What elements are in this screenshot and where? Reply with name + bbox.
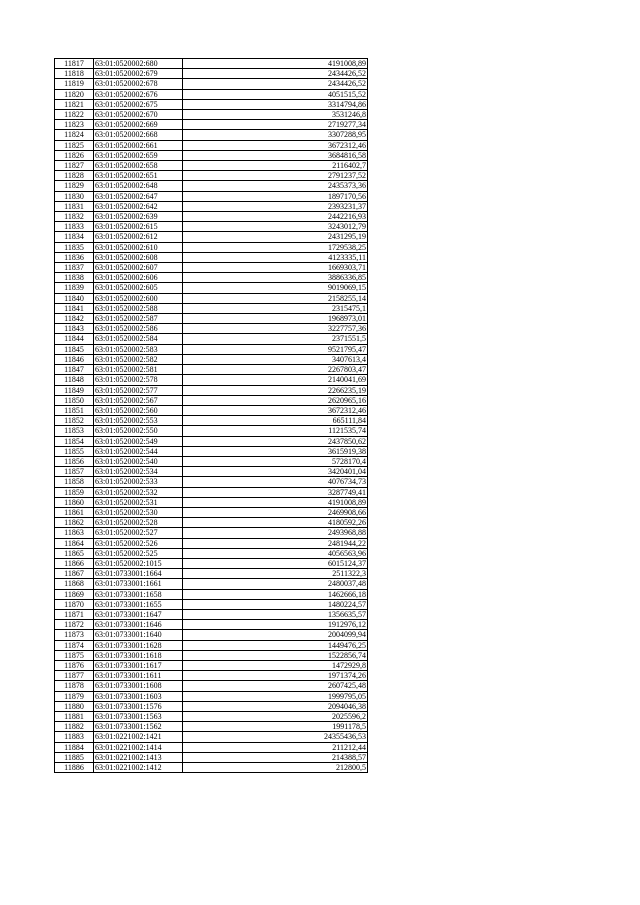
row-number-cell: 11857 bbox=[55, 467, 94, 477]
row-number-cell: 11837 bbox=[55, 263, 94, 273]
value-cell: 2607425,48 bbox=[183, 681, 368, 691]
cadastral-number-cell: 63:01:0733001:1611 bbox=[94, 671, 183, 681]
value-cell: 5728170,4 bbox=[183, 456, 368, 466]
value-cell: 1669303,71 bbox=[183, 263, 368, 273]
row-number-cell: 11862 bbox=[55, 518, 94, 528]
cadastral-number-cell: 63:01:0520002:648 bbox=[94, 181, 183, 191]
table-row bbox=[55, 436, 368, 446]
row-number-cell: 11864 bbox=[55, 538, 94, 548]
table-row bbox=[55, 722, 368, 732]
table-row bbox=[55, 681, 368, 691]
value-cell: 1729538,25 bbox=[183, 242, 368, 252]
value-cell: 2266235,19 bbox=[183, 385, 368, 395]
value-cell: 9521795,47 bbox=[183, 344, 368, 354]
table-row bbox=[55, 344, 368, 354]
cadastral-number-cell: 63:01:0520002:1015 bbox=[94, 558, 183, 568]
cadastral-number-cell: 63:01:0520002:531 bbox=[94, 497, 183, 507]
row-number-cell: 11873 bbox=[55, 630, 94, 640]
cadastral-number-cell: 63:01:0520002:534 bbox=[94, 467, 183, 477]
cadastral-number-cell: 63:01:0733001:1655 bbox=[94, 599, 183, 609]
table-row bbox=[55, 252, 368, 262]
cadastral-number-cell: 63:01:0733001:1603 bbox=[94, 691, 183, 701]
cadastral-number-cell: 63:01:0520002:578 bbox=[94, 375, 183, 385]
row-number-cell: 11832 bbox=[55, 212, 94, 222]
table-row bbox=[55, 620, 368, 630]
table-row bbox=[55, 59, 368, 69]
value-cell: 3420401,04 bbox=[183, 467, 368, 477]
cadastral-number-cell: 63:01:0520002:608 bbox=[94, 252, 183, 262]
table-row bbox=[55, 487, 368, 497]
table-row bbox=[55, 232, 368, 242]
row-number-cell: 11821 bbox=[55, 99, 94, 109]
table-row bbox=[55, 293, 368, 303]
row-number-cell: 11855 bbox=[55, 446, 94, 456]
table-row bbox=[55, 528, 368, 538]
cadastral-number-cell: 63:01:0520002:586 bbox=[94, 324, 183, 334]
value-cell: 214388,57 bbox=[183, 752, 368, 762]
cadastral-number-cell: 63:01:0520002:525 bbox=[94, 548, 183, 558]
cadastral-number-cell: 63:01:0520002:606 bbox=[94, 273, 183, 283]
table-row bbox=[55, 589, 368, 599]
table-row bbox=[55, 752, 368, 762]
cadastral-number-cell: 63:01:0733001:1646 bbox=[94, 620, 183, 630]
value-cell: 6015124,37 bbox=[183, 558, 368, 568]
value-cell: 2371551,5 bbox=[183, 334, 368, 344]
value-cell: 3684816,58 bbox=[183, 150, 368, 160]
row-number-cell: 11880 bbox=[55, 701, 94, 711]
cadastral-number-cell: 63:01:0520002:675 bbox=[94, 99, 183, 109]
value-cell: 3307288,95 bbox=[183, 130, 368, 140]
value-cell: 1912976,12 bbox=[183, 620, 368, 630]
table-row bbox=[55, 538, 368, 548]
row-number-cell: 11836 bbox=[55, 252, 94, 262]
row-number-cell: 11874 bbox=[55, 640, 94, 650]
value-cell: 4056563,96 bbox=[183, 548, 368, 558]
table-row bbox=[55, 507, 368, 517]
cadastral-number-cell: 63:01:0520002:527 bbox=[94, 528, 183, 538]
table-row bbox=[55, 712, 368, 722]
table-row bbox=[55, 579, 368, 589]
row-number-cell: 11818 bbox=[55, 69, 94, 79]
value-cell: 2025596,2 bbox=[183, 712, 368, 722]
cadastral-number-cell: 63:01:0733001:1576 bbox=[94, 701, 183, 711]
row-number-cell: 11860 bbox=[55, 497, 94, 507]
table-row bbox=[55, 416, 368, 426]
table-row bbox=[55, 365, 368, 375]
row-number-cell: 11841 bbox=[55, 303, 94, 313]
table-row bbox=[55, 701, 368, 711]
cadastral-number-cell: 63:01:0520002:679 bbox=[94, 69, 183, 79]
cadastral-number-cell: 63:01:0520002:587 bbox=[94, 314, 183, 324]
value-cell: 1991178,5 bbox=[183, 722, 368, 732]
table-row bbox=[55, 110, 368, 120]
row-number-cell: 11854 bbox=[55, 436, 94, 446]
row-number-cell: 11834 bbox=[55, 232, 94, 242]
row-number-cell: 11883 bbox=[55, 732, 94, 742]
row-number-cell: 11878 bbox=[55, 681, 94, 691]
cadastral-number-cell: 63:01:0520002:651 bbox=[94, 171, 183, 181]
value-cell: 1121535,74 bbox=[183, 426, 368, 436]
value-cell: 3243012,79 bbox=[183, 222, 368, 232]
cadastral-number-cell: 63:01:0733001:1640 bbox=[94, 630, 183, 640]
value-cell: 2437850,62 bbox=[183, 436, 368, 446]
row-number-cell: 11829 bbox=[55, 181, 94, 191]
cadastral-number-cell: 63:01:0520002:526 bbox=[94, 538, 183, 548]
cadastral-number-cell: 63:01:0221002:1421 bbox=[94, 732, 183, 742]
value-cell: 1522856,74 bbox=[183, 650, 368, 660]
cadastral-number-cell: 63:01:0520002:680 bbox=[94, 59, 183, 69]
row-number-cell: 11847 bbox=[55, 365, 94, 375]
row-number-cell: 11859 bbox=[55, 487, 94, 497]
row-number-cell: 11824 bbox=[55, 130, 94, 140]
value-cell: 1462666,18 bbox=[183, 589, 368, 599]
row-number-cell: 11875 bbox=[55, 650, 94, 660]
table-row bbox=[55, 324, 368, 334]
table-row bbox=[55, 691, 368, 701]
table-row bbox=[55, 763, 368, 773]
value-cell: 3314794,86 bbox=[183, 99, 368, 109]
value-cell: 2511322,3 bbox=[183, 569, 368, 579]
row-number-cell: 11835 bbox=[55, 242, 94, 252]
row-number-cell: 11867 bbox=[55, 569, 94, 579]
row-number-cell: 11825 bbox=[55, 140, 94, 150]
value-cell: 1968973,01 bbox=[183, 314, 368, 324]
table-row bbox=[55, 630, 368, 640]
value-cell: 2791237,52 bbox=[183, 171, 368, 181]
value-cell: 3886336,85 bbox=[183, 273, 368, 283]
cadastral-number-cell: 63:01:0520002:567 bbox=[94, 395, 183, 405]
cadastral-number-cell: 63:01:0733001:1664 bbox=[94, 569, 183, 579]
cadastral-number-cell: 63:01:0520002:612 bbox=[94, 232, 183, 242]
value-cell: 1449476,25 bbox=[183, 640, 368, 650]
table-body bbox=[55, 59, 368, 773]
row-number-cell: 11831 bbox=[55, 201, 94, 211]
cadastral-number-cell: 63:01:0221002:1412 bbox=[94, 763, 183, 773]
value-cell: 2620965,16 bbox=[183, 395, 368, 405]
table-row bbox=[55, 150, 368, 160]
table-row bbox=[55, 69, 368, 79]
row-number-cell: 11866 bbox=[55, 558, 94, 568]
table-row bbox=[55, 742, 368, 752]
value-cell: 9019069,15 bbox=[183, 283, 368, 293]
table-row bbox=[55, 395, 368, 405]
value-cell: 4180592,26 bbox=[183, 518, 368, 528]
cadastral-number-cell: 63:01:0520002:678 bbox=[94, 79, 183, 89]
table-row bbox=[55, 222, 368, 232]
value-cell: 3672312,46 bbox=[183, 140, 368, 150]
cadastral-number-cell: 63:01:0520002:661 bbox=[94, 140, 183, 150]
row-number-cell: 11838 bbox=[55, 273, 94, 283]
table-row bbox=[55, 354, 368, 364]
value-cell: 2140041,69 bbox=[183, 375, 368, 385]
table-row bbox=[55, 191, 368, 201]
row-number-cell: 11869 bbox=[55, 589, 94, 599]
cadastral-number-cell: 63:01:0520002:533 bbox=[94, 477, 183, 487]
cadastral-number-cell: 63:01:0520002:659 bbox=[94, 150, 183, 160]
table-row bbox=[55, 283, 368, 293]
row-number-cell: 11852 bbox=[55, 416, 94, 426]
row-number-cell: 11820 bbox=[55, 89, 94, 99]
cadastral-number-cell: 63:01:0520002:639 bbox=[94, 212, 183, 222]
table-row bbox=[55, 263, 368, 273]
cadastral-number-cell: 63:01:0520002:530 bbox=[94, 507, 183, 517]
cadastral-number-cell: 63:01:0520002:540 bbox=[94, 456, 183, 466]
value-cell: 2493968,88 bbox=[183, 528, 368, 538]
table-row bbox=[55, 303, 368, 313]
row-number-cell: 11849 bbox=[55, 385, 94, 395]
cadastral-number-cell: 63:01:0733001:1628 bbox=[94, 640, 183, 650]
cadastral-number-cell: 63:01:0733001:1617 bbox=[94, 660, 183, 670]
table-row bbox=[55, 558, 368, 568]
value-cell: 212800,5 bbox=[183, 763, 368, 773]
cadastral-number-cell: 63:01:0520002:549 bbox=[94, 436, 183, 446]
value-cell: 2434426,52 bbox=[183, 79, 368, 89]
cadastral-number-cell: 63:01:0520002:610 bbox=[94, 242, 183, 252]
table-row bbox=[55, 426, 368, 436]
row-number-cell: 11842 bbox=[55, 314, 94, 324]
table-row bbox=[55, 273, 368, 283]
cadastral-number-cell: 63:01:0520002:532 bbox=[94, 487, 183, 497]
row-number-cell: 11870 bbox=[55, 599, 94, 609]
row-number-cell: 11885 bbox=[55, 752, 94, 762]
table-row bbox=[55, 201, 368, 211]
value-cell: 1356635,57 bbox=[183, 609, 368, 619]
value-cell: 1999795,05 bbox=[183, 691, 368, 701]
cadastral-number-cell: 63:01:0520002:676 bbox=[94, 89, 183, 99]
row-number-cell: 11830 bbox=[55, 191, 94, 201]
value-cell: 2004099,94 bbox=[183, 630, 368, 640]
table-row bbox=[55, 140, 368, 150]
table-row bbox=[55, 314, 368, 324]
table-row bbox=[55, 640, 368, 650]
row-number-cell: 11819 bbox=[55, 79, 94, 89]
row-number-cell: 11871 bbox=[55, 609, 94, 619]
value-cell: 4123335,11 bbox=[183, 252, 368, 262]
value-cell: 2094046,38 bbox=[183, 701, 368, 711]
table-row bbox=[55, 467, 368, 477]
cadastral-number-cell: 63:01:0520002:528 bbox=[94, 518, 183, 528]
value-cell: 3672312,46 bbox=[183, 405, 368, 415]
value-cell: 4191008,89 bbox=[183, 59, 368, 69]
cadastral-number-cell: 63:01:0520002:560 bbox=[94, 405, 183, 415]
row-number-cell: 11861 bbox=[55, 507, 94, 517]
table-row bbox=[55, 334, 368, 344]
row-number-cell: 11840 bbox=[55, 293, 94, 303]
row-number-cell: 11881 bbox=[55, 712, 94, 722]
cadastral-number-cell: 63:01:0733001:1661 bbox=[94, 579, 183, 589]
row-number-cell: 11845 bbox=[55, 344, 94, 354]
row-number-cell: 11826 bbox=[55, 150, 94, 160]
row-number-cell: 11856 bbox=[55, 456, 94, 466]
row-number-cell: 11884 bbox=[55, 742, 94, 752]
row-number-cell: 11877 bbox=[55, 671, 94, 681]
value-cell: 3227757,36 bbox=[183, 324, 368, 334]
table-row bbox=[55, 242, 368, 252]
value-cell: 2719277,34 bbox=[183, 120, 368, 130]
cadastral-number-cell: 63:01:0520002:582 bbox=[94, 354, 183, 364]
value-cell: 4191008,89 bbox=[183, 497, 368, 507]
table-row bbox=[55, 609, 368, 619]
table-row bbox=[55, 161, 368, 171]
value-cell: 1472929,8 bbox=[183, 660, 368, 670]
value-cell: 665111,84 bbox=[183, 416, 368, 426]
cadastral-number-cell: 63:01:0733001:1647 bbox=[94, 609, 183, 619]
table-row bbox=[55, 477, 368, 487]
cadastral-number-cell: 63:01:0520002:668 bbox=[94, 130, 183, 140]
value-cell: 2158255,14 bbox=[183, 293, 368, 303]
table-row bbox=[55, 548, 368, 558]
value-cell: 2480037,48 bbox=[183, 579, 368, 589]
table-row bbox=[55, 732, 368, 742]
table-row bbox=[55, 79, 368, 89]
value-cell: 1897170,56 bbox=[183, 191, 368, 201]
cadastral-number-cell: 63:01:0733001:1618 bbox=[94, 650, 183, 660]
cadastral-number-cell: 63:01:0520002:583 bbox=[94, 344, 183, 354]
value-cell: 3407613,4 bbox=[183, 354, 368, 364]
value-cell: 1971374,26 bbox=[183, 671, 368, 681]
table-row bbox=[55, 671, 368, 681]
row-number-cell: 11827 bbox=[55, 161, 94, 171]
value-cell: 24355436,53 bbox=[183, 732, 368, 742]
row-number-cell: 11851 bbox=[55, 405, 94, 415]
cadastral-number-cell: 63:01:0520002:615 bbox=[94, 222, 183, 232]
cadastral-number-cell: 63:01:0733001:1658 bbox=[94, 589, 183, 599]
table-row bbox=[55, 212, 368, 222]
value-cell: 2315475,1 bbox=[183, 303, 368, 313]
row-number-cell: 11823 bbox=[55, 120, 94, 130]
value-cell: 3531246,8 bbox=[183, 110, 368, 120]
table-row bbox=[55, 181, 368, 191]
row-number-cell: 11865 bbox=[55, 548, 94, 558]
row-number-cell: 11822 bbox=[55, 110, 94, 120]
row-number-cell: 11844 bbox=[55, 334, 94, 344]
table-row bbox=[55, 497, 368, 507]
cadastral-number-cell: 63:01:0520002:669 bbox=[94, 120, 183, 130]
table-row bbox=[55, 405, 368, 415]
cadastral-value-table bbox=[54, 58, 368, 773]
row-number-cell: 11846 bbox=[55, 354, 94, 364]
value-cell: 3615919,38 bbox=[183, 446, 368, 456]
table-row bbox=[55, 385, 368, 395]
cadastral-number-cell: 63:01:0520002:581 bbox=[94, 365, 183, 375]
table-row bbox=[55, 518, 368, 528]
table-row bbox=[55, 650, 368, 660]
value-cell: 2442216,93 bbox=[183, 212, 368, 222]
cadastral-number-cell: 63:01:0733001:1563 bbox=[94, 712, 183, 722]
cadastral-number-cell: 63:01:0221002:1414 bbox=[94, 742, 183, 752]
cadastral-number-cell: 63:01:0520002:670 bbox=[94, 110, 183, 120]
row-number-cell: 11833 bbox=[55, 222, 94, 232]
cadastral-number-cell: 63:01:0520002:600 bbox=[94, 293, 183, 303]
table-row bbox=[55, 130, 368, 140]
cadastral-number-cell: 63:01:0520002:605 bbox=[94, 283, 183, 293]
row-number-cell: 11839 bbox=[55, 283, 94, 293]
cadastral-number-cell: 63:01:0221002:1413 bbox=[94, 752, 183, 762]
cadastral-number-cell: 63:01:0520002:647 bbox=[94, 191, 183, 201]
row-number-cell: 11863 bbox=[55, 528, 94, 538]
cadastral-number-cell: 63:01:0520002:584 bbox=[94, 334, 183, 344]
row-number-cell: 11868 bbox=[55, 579, 94, 589]
table-row bbox=[55, 660, 368, 670]
table-row bbox=[55, 456, 368, 466]
table-row bbox=[55, 569, 368, 579]
value-cell: 1480224,57 bbox=[183, 599, 368, 609]
row-number-cell: 11843 bbox=[55, 324, 94, 334]
cadastral-number-cell: 63:01:0733001:1608 bbox=[94, 681, 183, 691]
cadastral-number-cell: 63:01:0520002:588 bbox=[94, 303, 183, 313]
value-cell: 2116402,7 bbox=[183, 161, 368, 171]
row-number-cell: 11879 bbox=[55, 691, 94, 701]
cadastral-number-cell: 63:01:0520002:577 bbox=[94, 385, 183, 395]
value-cell: 2481944,22 bbox=[183, 538, 368, 548]
row-number-cell: 11876 bbox=[55, 660, 94, 670]
value-cell: 2469908,66 bbox=[183, 507, 368, 517]
row-number-cell: 11850 bbox=[55, 395, 94, 405]
value-cell: 4076734,73 bbox=[183, 477, 368, 487]
row-number-cell: 11853 bbox=[55, 426, 94, 436]
cadastral-number-cell: 63:01:0520002:658 bbox=[94, 161, 183, 171]
cadastral-number-cell: 63:01:0520002:553 bbox=[94, 416, 183, 426]
value-cell: 2393231,37 bbox=[183, 201, 368, 211]
value-cell: 4051515,52 bbox=[183, 89, 368, 99]
table-row bbox=[55, 171, 368, 181]
row-number-cell: 11828 bbox=[55, 171, 94, 181]
cadastral-number-cell: 63:01:0733001:1562 bbox=[94, 722, 183, 732]
value-cell: 211212,44 bbox=[183, 742, 368, 752]
table-row bbox=[55, 89, 368, 99]
table-row bbox=[55, 99, 368, 109]
row-number-cell: 11886 bbox=[55, 763, 94, 773]
cadastral-number-cell: 63:01:0520002:544 bbox=[94, 446, 183, 456]
row-number-cell: 11882 bbox=[55, 722, 94, 732]
row-number-cell: 11848 bbox=[55, 375, 94, 385]
cadastral-number-cell: 63:01:0520002:607 bbox=[94, 263, 183, 273]
value-cell: 2435373,36 bbox=[183, 181, 368, 191]
row-number-cell: 11872 bbox=[55, 620, 94, 630]
value-cell: 3287749,41 bbox=[183, 487, 368, 497]
cadastral-number-cell: 63:01:0520002:642 bbox=[94, 201, 183, 211]
row-number-cell: 11817 bbox=[55, 59, 94, 69]
table-row bbox=[55, 375, 368, 385]
row-number-cell: 11858 bbox=[55, 477, 94, 487]
table-row bbox=[55, 599, 368, 609]
cadastral-number-cell: 63:01:0520002:550 bbox=[94, 426, 183, 436]
value-cell: 2431295,19 bbox=[183, 232, 368, 242]
value-cell: 2434426,52 bbox=[183, 69, 368, 79]
table-row bbox=[55, 446, 368, 456]
table-row bbox=[55, 120, 368, 130]
value-cell: 2267803,47 bbox=[183, 365, 368, 375]
